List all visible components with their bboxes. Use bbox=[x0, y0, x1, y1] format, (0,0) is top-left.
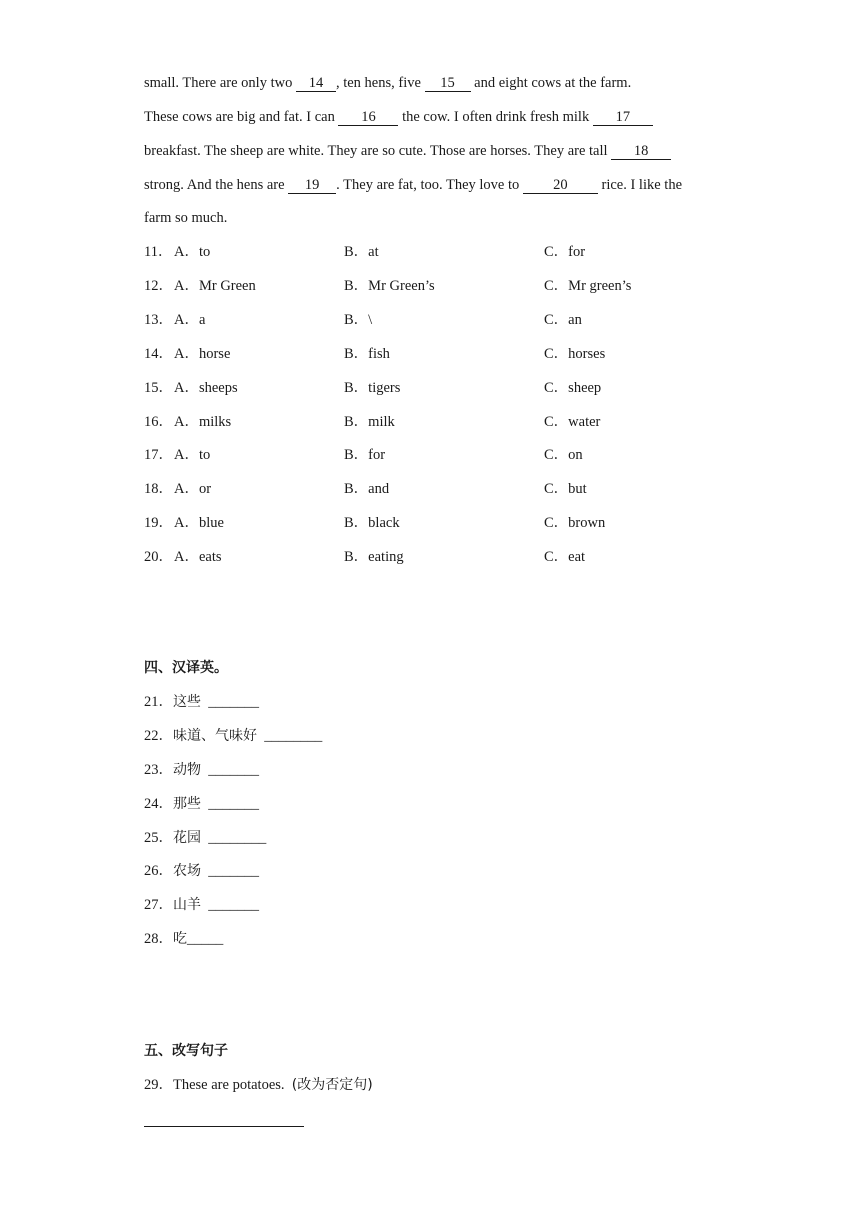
question-number: 21． bbox=[144, 694, 173, 710]
answer-blank[interactable]: _______ bbox=[208, 897, 259, 913]
question-sentence: These are potatoes. bbox=[173, 1077, 285, 1093]
choice-row-15 bbox=[144, 378, 744, 398]
chinese-prompt: 花园 bbox=[173, 830, 201, 846]
choice-row-12 bbox=[144, 276, 744, 296]
chinese-prompt: 农场 bbox=[173, 863, 201, 879]
choice-row-17 bbox=[144, 445, 744, 465]
option-c[interactable]: C．sheep bbox=[544, 380, 602, 396]
option-a[interactable]: A．a bbox=[174, 312, 206, 328]
translation-item-28 bbox=[144, 929, 223, 949]
option-c[interactable]: C．an bbox=[544, 312, 582, 328]
blank-18[interactable]: 18 bbox=[611, 143, 671, 160]
question-number: 20． bbox=[144, 549, 173, 565]
option-b[interactable]: B．black bbox=[344, 515, 400, 531]
option-c[interactable]: C．for bbox=[544, 244, 586, 260]
option-c[interactable]: C．water bbox=[544, 414, 601, 430]
translation-item-23 bbox=[144, 760, 259, 780]
option-c[interactable]: C．eat bbox=[544, 549, 586, 565]
option-a[interactable]: A．or bbox=[174, 481, 212, 497]
question-number: 25． bbox=[144, 830, 173, 846]
answer-blank[interactable]: _______ bbox=[208, 762, 259, 778]
option-c[interactable]: C．Mr green’s bbox=[544, 278, 632, 294]
question-number: 16． bbox=[144, 414, 173, 430]
passage-line-4 bbox=[144, 175, 682, 195]
passage-text: small. There are only two bbox=[144, 75, 296, 91]
chinese-prompt: 那些 bbox=[173, 796, 201, 812]
question-number: 13． bbox=[144, 312, 173, 328]
translation-item-21 bbox=[144, 692, 259, 712]
question-number: 18． bbox=[144, 481, 173, 497]
blank-17[interactable]: 17 bbox=[593, 109, 653, 126]
choice-row-13 bbox=[144, 310, 744, 330]
choice-row-20 bbox=[144, 547, 744, 567]
choice-row-14 bbox=[144, 344, 744, 364]
choice-row-18 bbox=[144, 479, 744, 499]
answer-blank[interactable]: ________ bbox=[264, 728, 323, 744]
question-number: 11． bbox=[144, 244, 173, 260]
answer-blank[interactable]: ________ bbox=[208, 830, 267, 846]
rewrite-question-29 bbox=[144, 1075, 373, 1095]
answer-blank[interactable]: _______ bbox=[208, 863, 259, 879]
translation-item-25 bbox=[144, 828, 266, 848]
option-b[interactable]: B．tigers bbox=[344, 380, 401, 396]
translation-item-22 bbox=[144, 726, 322, 746]
option-a[interactable]: A．sheeps bbox=[174, 380, 238, 396]
blank-15[interactable]: 15 bbox=[425, 75, 471, 92]
choice-row-19 bbox=[144, 513, 744, 533]
question-number: 17． bbox=[144, 447, 173, 463]
option-b[interactable]: B．\ bbox=[344, 312, 373, 328]
option-c[interactable]: C．but bbox=[544, 481, 587, 497]
passage-text: , ten hens, five bbox=[335, 75, 425, 91]
option-a[interactable]: A．blue bbox=[174, 515, 224, 531]
choice-row-16 bbox=[144, 412, 744, 432]
option-b[interactable]: B．fish bbox=[344, 346, 390, 362]
answer-line-29[interactable] bbox=[144, 1126, 304, 1127]
passage-text: strong. And the hens are bbox=[144, 177, 289, 193]
passage-text: . They are fat, too. They love to bbox=[336, 177, 523, 193]
option-c[interactable]: C．brown bbox=[544, 515, 606, 531]
chinese-prompt: 吃 bbox=[173, 931, 187, 947]
chinese-prompt: 动物 bbox=[173, 762, 201, 778]
blank-16[interactable]: 16 bbox=[338, 109, 398, 126]
passage-text: rice. I like the bbox=[597, 177, 683, 193]
question-number: 22． bbox=[144, 728, 173, 744]
option-c[interactable]: C．on bbox=[544, 447, 583, 463]
chinese-prompt: 这些 bbox=[173, 694, 201, 710]
answer-blank[interactable]: _______ bbox=[208, 796, 259, 812]
chinese-prompt: 山羊 bbox=[173, 897, 201, 913]
option-b[interactable]: B．milk bbox=[344, 414, 395, 430]
translation-item-27 bbox=[144, 895, 259, 915]
choice-row-11 bbox=[144, 242, 744, 262]
passage-text: breakfast. The sheep are white. They are so cute. Those are horses. They are tall bbox=[144, 143, 612, 159]
option-a[interactable]: A．eats bbox=[174, 549, 222, 565]
option-c[interactable]: C．horses bbox=[544, 346, 606, 362]
question-number: 14． bbox=[144, 346, 173, 362]
option-b[interactable]: B．for bbox=[344, 447, 386, 463]
question-number: 27． bbox=[144, 897, 173, 913]
answer-blank[interactable]: _______ bbox=[208, 694, 259, 710]
option-a[interactable]: A．Mr Green bbox=[174, 278, 256, 294]
section-4-heading: 四、汉译英。 bbox=[144, 660, 228, 676]
passage-line-1 bbox=[144, 73, 631, 93]
option-a[interactable]: A．to bbox=[174, 447, 211, 463]
option-a[interactable]: A．horse bbox=[174, 346, 231, 362]
question-number: 28． bbox=[144, 931, 173, 947]
option-b[interactable]: B．at bbox=[344, 244, 379, 260]
blank-14[interactable]: 14 bbox=[296, 75, 336, 92]
passage-line-2 bbox=[144, 107, 653, 127]
question-number: 29． bbox=[144, 1077, 173, 1093]
section-5-heading: 五、改写句子 bbox=[144, 1043, 228, 1059]
chinese-prompt: 味道、气味好 bbox=[173, 728, 257, 744]
question-hint: (改为否定句) bbox=[291, 1077, 373, 1093]
option-a[interactable]: A．milks bbox=[174, 414, 232, 430]
passage-line-3 bbox=[144, 141, 671, 161]
question-number: 23． bbox=[144, 762, 173, 778]
passage-text: and eight cows at the farm. bbox=[470, 75, 632, 91]
option-b[interactable]: B．Mr Green’s bbox=[344, 278, 435, 294]
question-number: 24． bbox=[144, 796, 173, 812]
translation-item-24 bbox=[144, 794, 259, 814]
blank-20[interactable]: 20 bbox=[523, 177, 598, 194]
passage-text: These cows are big and fat. I can bbox=[144, 109, 339, 125]
question-number: 12． bbox=[144, 278, 173, 294]
option-a[interactable]: A．to bbox=[174, 244, 211, 260]
option-b[interactable]: B．and bbox=[344, 481, 390, 497]
passage-line-5: farm so much. bbox=[144, 210, 228, 226]
question-number: 15． bbox=[144, 380, 173, 396]
option-b[interactable]: B．eating bbox=[344, 549, 404, 565]
question-number: 19． bbox=[144, 515, 173, 531]
passage-text: the cow. I often drink fresh milk bbox=[398, 109, 593, 125]
answer-blank[interactable]: _____ bbox=[187, 931, 224, 947]
translation-item-26 bbox=[144, 861, 259, 881]
blank-19[interactable]: 19 bbox=[288, 177, 336, 194]
question-number: 26． bbox=[144, 863, 173, 879]
